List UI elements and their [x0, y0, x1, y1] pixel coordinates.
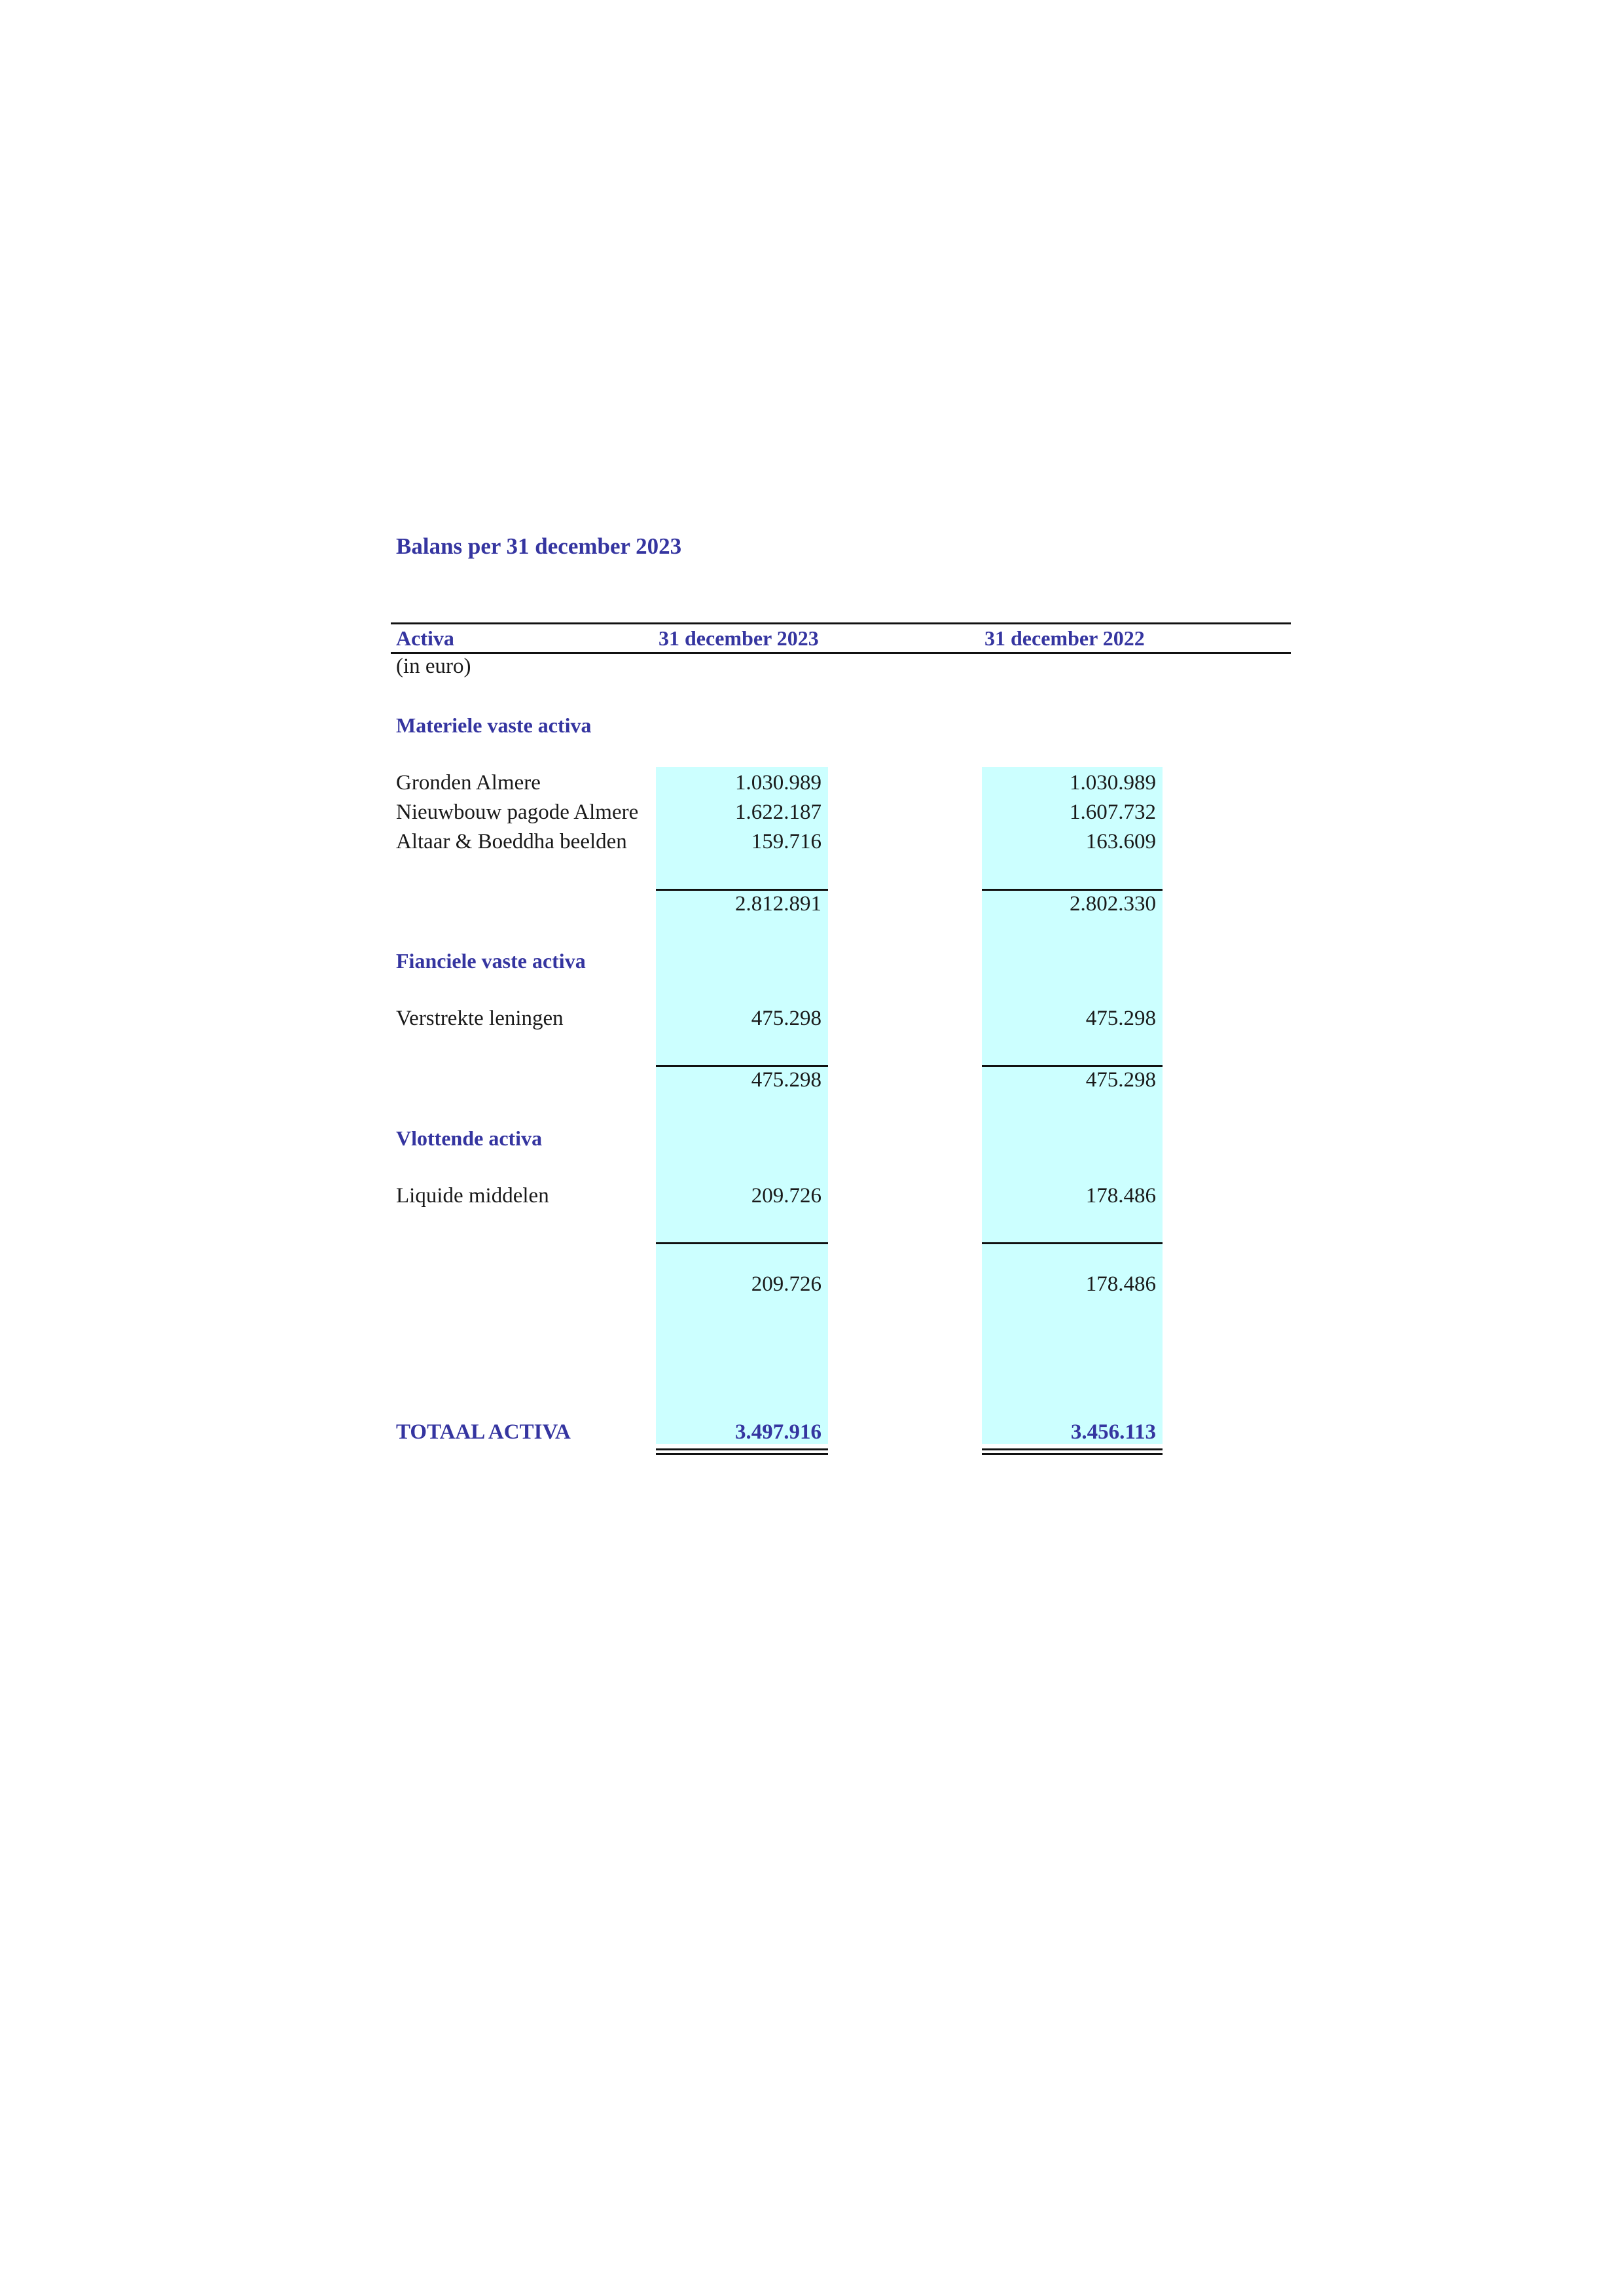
total-2023: 3.497.916 — [735, 1420, 821, 1444]
subtotal-2022: 475.298 — [1085, 1068, 1156, 1092]
subtotal-2022: 178.486 — [1085, 1272, 1156, 1296]
subtotal-rule-2023 — [656, 889, 828, 891]
subtotal-rule-2023 — [656, 1065, 828, 1067]
subtotal-rule-2022 — [982, 889, 1163, 891]
header-bottom-rule — [391, 652, 1291, 654]
row-value-2022: 1.607.732 — [1070, 800, 1156, 824]
subtotal-rule-2022 — [982, 1242, 1163, 1244]
row-value-2022: 178.486 — [1085, 1184, 1156, 1208]
subtotal-rule-2023 — [656, 1242, 828, 1244]
row-label: Liquide middelen — [396, 1184, 549, 1208]
header-activa-label: Activa — [396, 626, 454, 650]
row-label: Nieuwbouw pagode Almere — [396, 800, 639, 824]
row-label: Verstrekte leningen — [396, 1007, 564, 1030]
row-value-2022: 163.609 — [1085, 830, 1156, 853]
total-double-rule-2023-bottom — [656, 1453, 828, 1455]
shade-column-2022 — [982, 767, 1163, 1444]
row-label: Altaar & Boeddha beelden — [396, 830, 627, 853]
total-double-rule-2022-top — [982, 1448, 1163, 1450]
subtotal-2023: 475.298 — [751, 1068, 821, 1092]
row-value-2023: 159.716 — [751, 830, 821, 853]
section-title-materiele: Materiele vaste activa — [396, 713, 592, 737]
subtotal-2022: 2.802.330 — [1070, 892, 1156, 916]
shade-column-2023 — [656, 767, 828, 1444]
row-value-2022: 1.030.989 — [1070, 771, 1156, 795]
total-label: TOTAAL ACTIVA — [396, 1420, 571, 1444]
total-2022: 3.456.113 — [1070, 1420, 1156, 1444]
row-value-2023: 1.622.187 — [735, 800, 821, 824]
row-value-2023: 475.298 — [751, 1007, 821, 1030]
row-value-2023: 209.726 — [751, 1184, 821, 1208]
row-label: Gronden Almere — [396, 771, 541, 795]
total-double-rule-2023-top — [656, 1448, 828, 1450]
page-title: Balans per 31 december 2023 — [396, 533, 682, 559]
subtotal-2023: 2.812.891 — [735, 892, 821, 916]
section-title-financiele: Fianciele vaste activa — [396, 949, 586, 973]
row-value-2023: 1.030.989 — [735, 771, 821, 795]
row-value-2022: 475.298 — [1085, 1007, 1156, 1030]
total-double-rule-2022-bottom — [982, 1453, 1163, 1455]
header-col-2023: 31 december 2023 — [659, 626, 819, 650]
header-col-2022: 31 december 2022 — [984, 626, 1145, 650]
subtotal-rule-2022 — [982, 1065, 1163, 1067]
unit-label: (in euro) — [396, 655, 471, 678]
subtotal-2023: 209.726 — [751, 1272, 821, 1296]
section-title-vlottende: Vlottende activa — [396, 1126, 543, 1150]
header-top-rule — [391, 622, 1291, 624]
